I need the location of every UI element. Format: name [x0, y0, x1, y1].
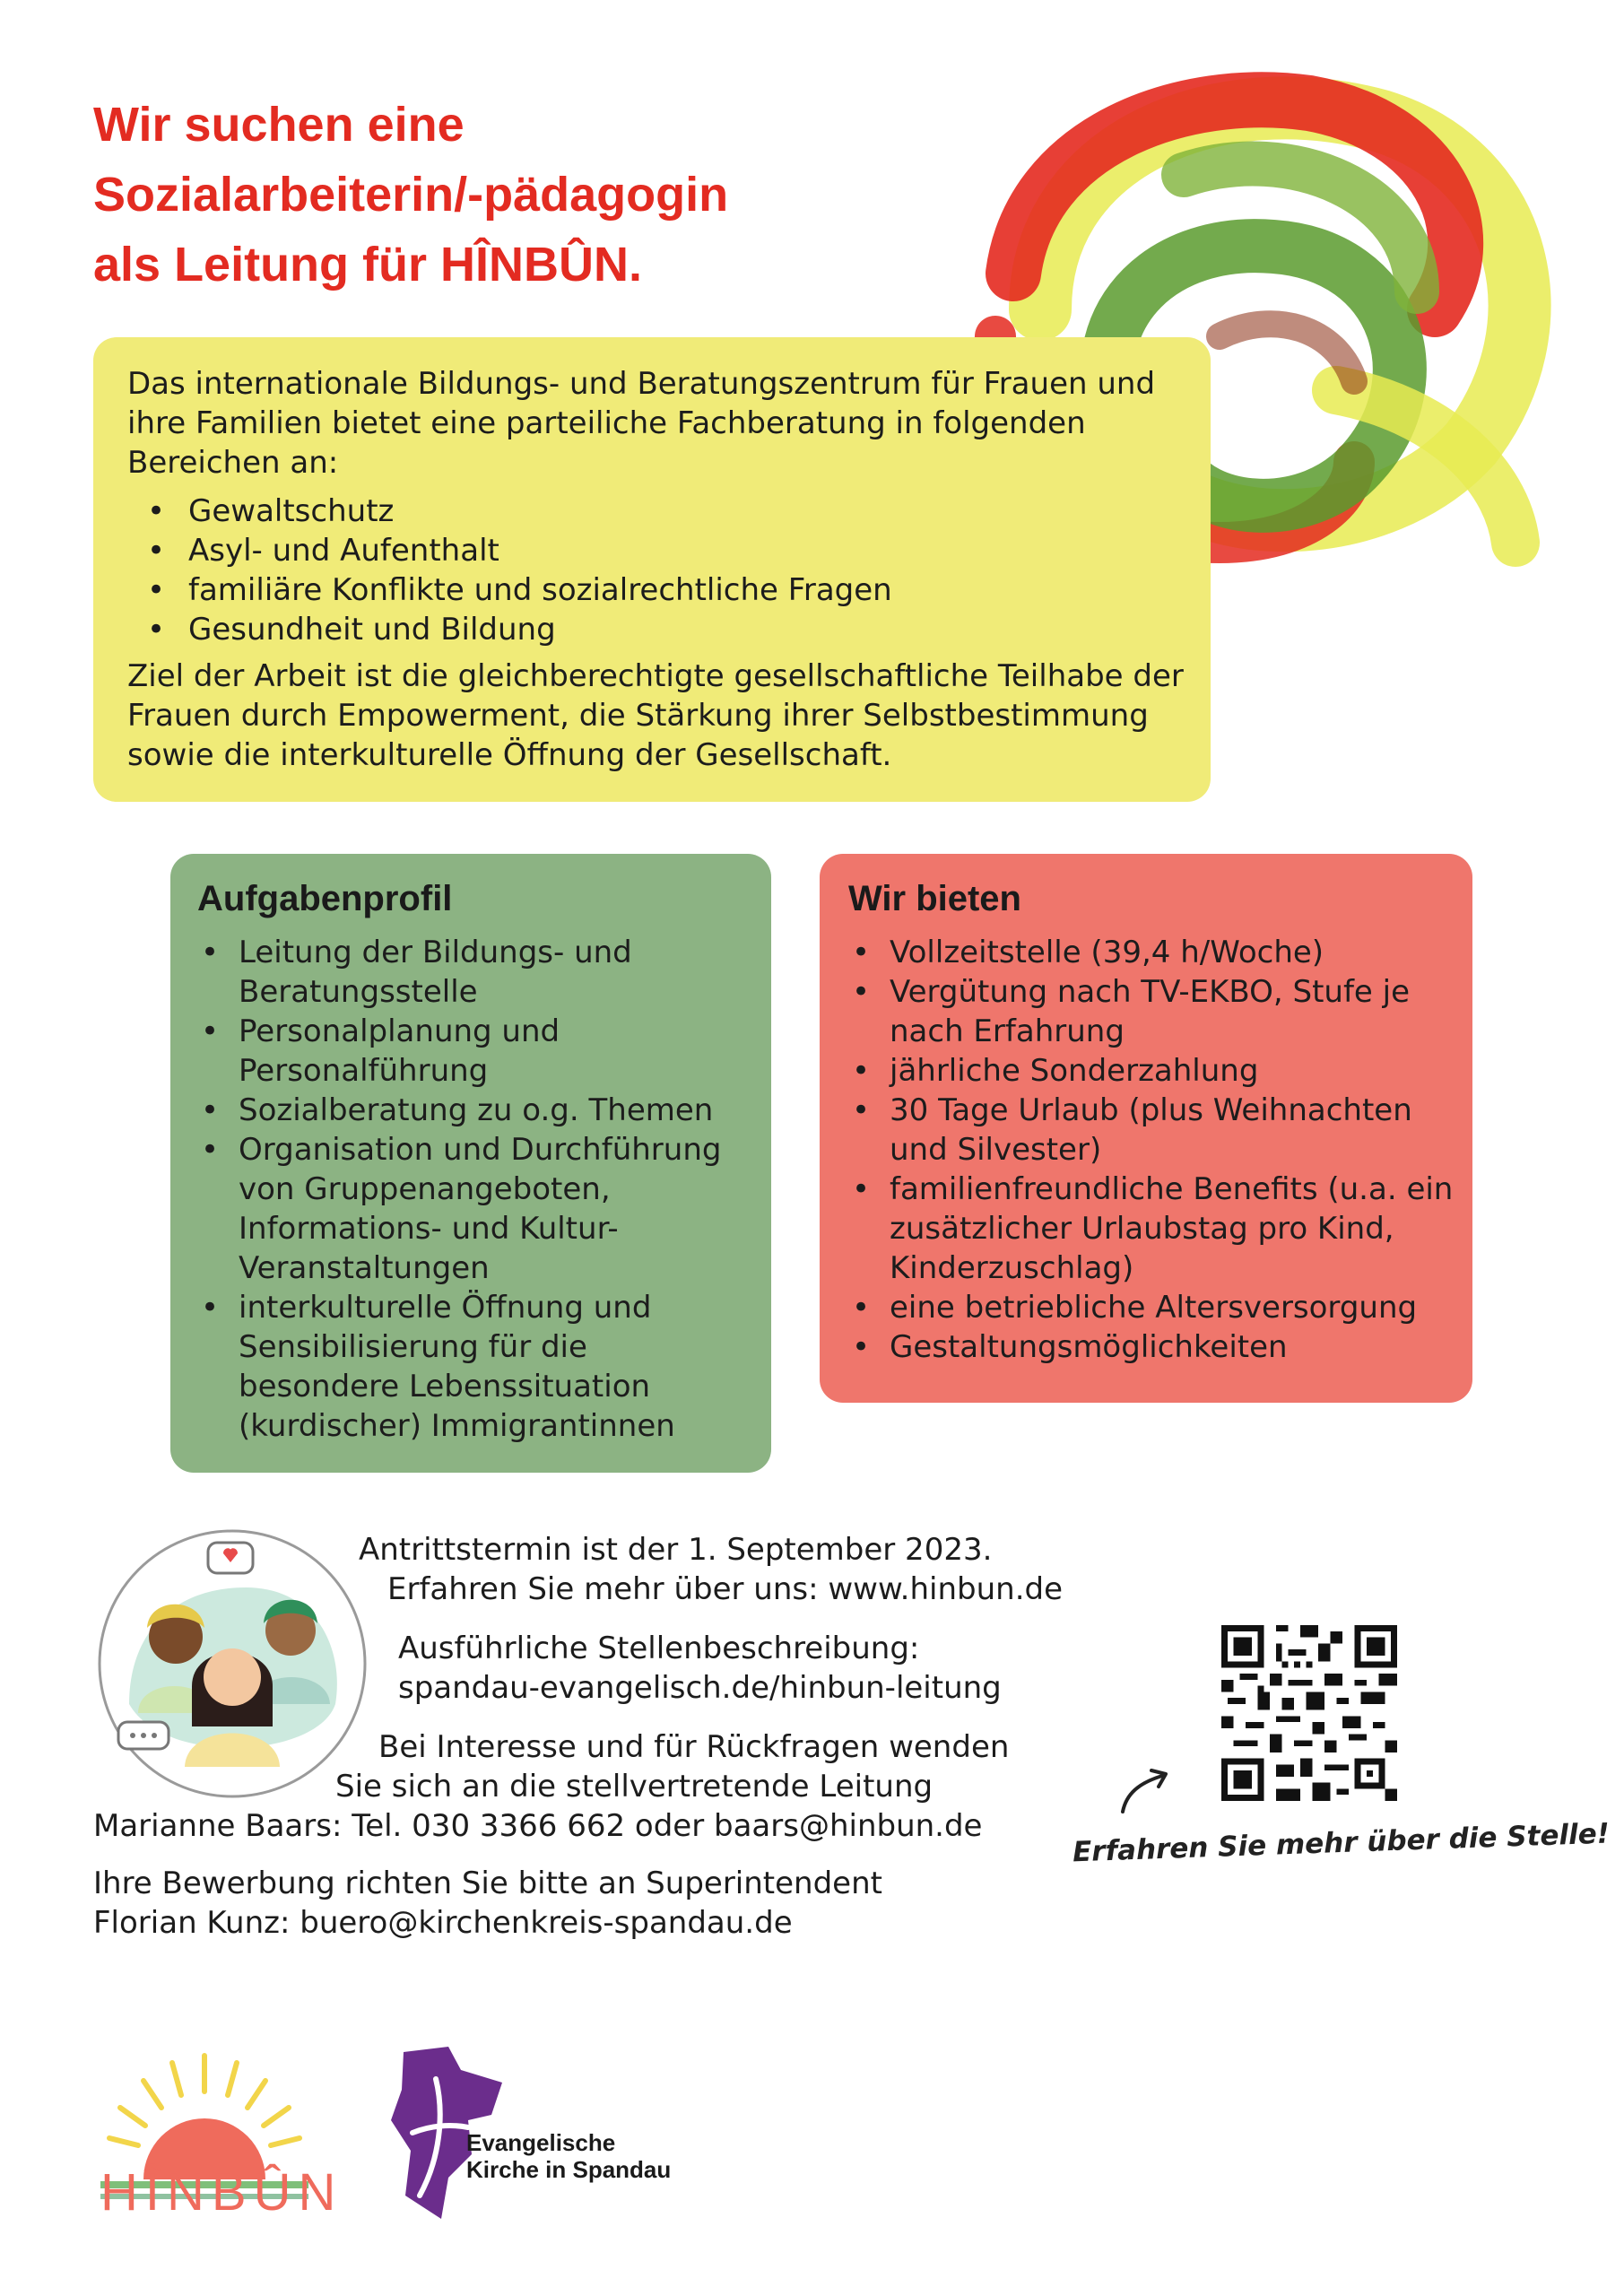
headline-line: Sozialarbeiterin/-pädagogin	[93, 168, 729, 222]
list-item: • jährliche Sonderzahlung	[848, 1051, 1455, 1091]
job-description-link[interactable]: spandau-evangelisch.de/hinbun-leitung	[398, 1670, 1002, 1706]
list-item: • familiäre Konflikte und sozialrechtliche Fragen	[127, 570, 1184, 610]
bieten-title: Wir bieten	[848, 879, 1021, 918]
people-illustration-icon	[93, 1525, 371, 1803]
more-about-us-text[interactable]: Erfahren Sie mehr über uns: www.hinbun.de	[387, 1571, 1063, 1607]
list-item: • eine betriebliche Altersversorgung	[848, 1288, 1455, 1327]
aufgaben-title: Aufgabenprofil	[197, 879, 453, 918]
contact-line-1: Bei Interesse und für Rückfragen wenden	[378, 1729, 1010, 1765]
contact-line-2: Sie sich an die stellvertretende Leitung	[335, 1769, 934, 1805]
list-item: • Gewaltschutz	[127, 491, 1184, 531]
list-item: • interkulturelle Öffnung und Sensibilisierung für die besondere Lebenssituation (kurdischer) Immigrantinnen	[197, 1288, 751, 1446]
contact-line-3: Marianne Baars: Tel. 030 3366 662 oder baars@hinbun.de	[93, 1808, 983, 1844]
list-item: • Vergütung nach TV-EKBO, Stufe je nach Erfahrung	[848, 972, 1455, 1051]
apply-line-1: Ihre Bewerbung richten Sie bitte an Superintendent	[93, 1866, 882, 1901]
apply-line-2: Florian Kunz: buero@kirchenkreis-spandau.de	[93, 1905, 793, 1941]
list-item: • Sozialberatung zu o.g. Themen	[197, 1091, 751, 1130]
qr-code-icon[interactable]	[1221, 1625, 1397, 1801]
job-description-label: Ausführliche Stellenbeschreibung:	[398, 1631, 920, 1666]
list-item: • familienfreundliche Benefits (u.a. ein zusätzlicher Urlaubstag pro Kind, Kinderzuschlag)	[848, 1170, 1455, 1288]
headline-line: als Leitung für HÎNBÛN.	[93, 238, 643, 291]
intro-box	[93, 337, 1211, 802]
qr-caption: Erfahren Sie mehr über die Stelle!	[1072, 1817, 1611, 1869]
list-item: • Gestaltungsmöglichkeiten	[848, 1327, 1455, 1367]
list-item: • Asyl- und Aufenthalt	[127, 531, 1184, 570]
aufgaben-list	[197, 933, 751, 1446]
aufgaben-card	[170, 854, 771, 1473]
intro-list	[127, 491, 1184, 649]
list-item: • Organisation und Durchführung von Gruppenangeboten, Informations- und Kultur-Veranstaltungen	[197, 1130, 751, 1288]
ekis-name-line: Kirche in Spandau	[466, 2156, 672, 2183]
headline	[93, 90, 990, 300]
bieten-list	[848, 933, 1455, 1367]
list-item: • Gesundheit und Bildung	[127, 610, 1184, 649]
intro-closing: Ziel der Arbeit ist die gleichberechtigte gesellschaftliche Teilhabe der Frauen durch Empowerment, die Stärkung ihrer Selbstbestimmung sowie die interkulturelle Öffnung der Gesellschaft.	[127, 658, 1184, 773]
ekis-name-line: Evangelische	[466, 2129, 616, 2156]
list-item: • 30 Tage Urlaub (plus Weihnachten und Silvester)	[848, 1091, 1455, 1170]
arrow-up-right-icon	[1116, 1763, 1178, 1817]
list-item: • Leitung der Bildungs- und Beratungsstelle	[197, 933, 751, 1012]
intro-lead: Das internationale Bildungs- und Beratungszentrum für Frauen und ihre Familien bietet eine parteiliche Fachberatung in folgenden Bereichen an:	[127, 366, 1156, 481]
list-item: • Vollzeitstelle (39,4 h/Woche)	[848, 933, 1455, 972]
start-date-text: Antrittstermin ist der 1. September 2023.	[359, 1532, 993, 1568]
ekis-name	[466, 2129, 671, 2183]
list-item: • Personalplanung und Personalführung	[197, 1012, 751, 1091]
hinbun-wordmark: HÎNBÛN	[100, 2163, 343, 2222]
headline-line: Wir suchen eine	[93, 98, 465, 152]
bieten-card	[820, 854, 1472, 1403]
